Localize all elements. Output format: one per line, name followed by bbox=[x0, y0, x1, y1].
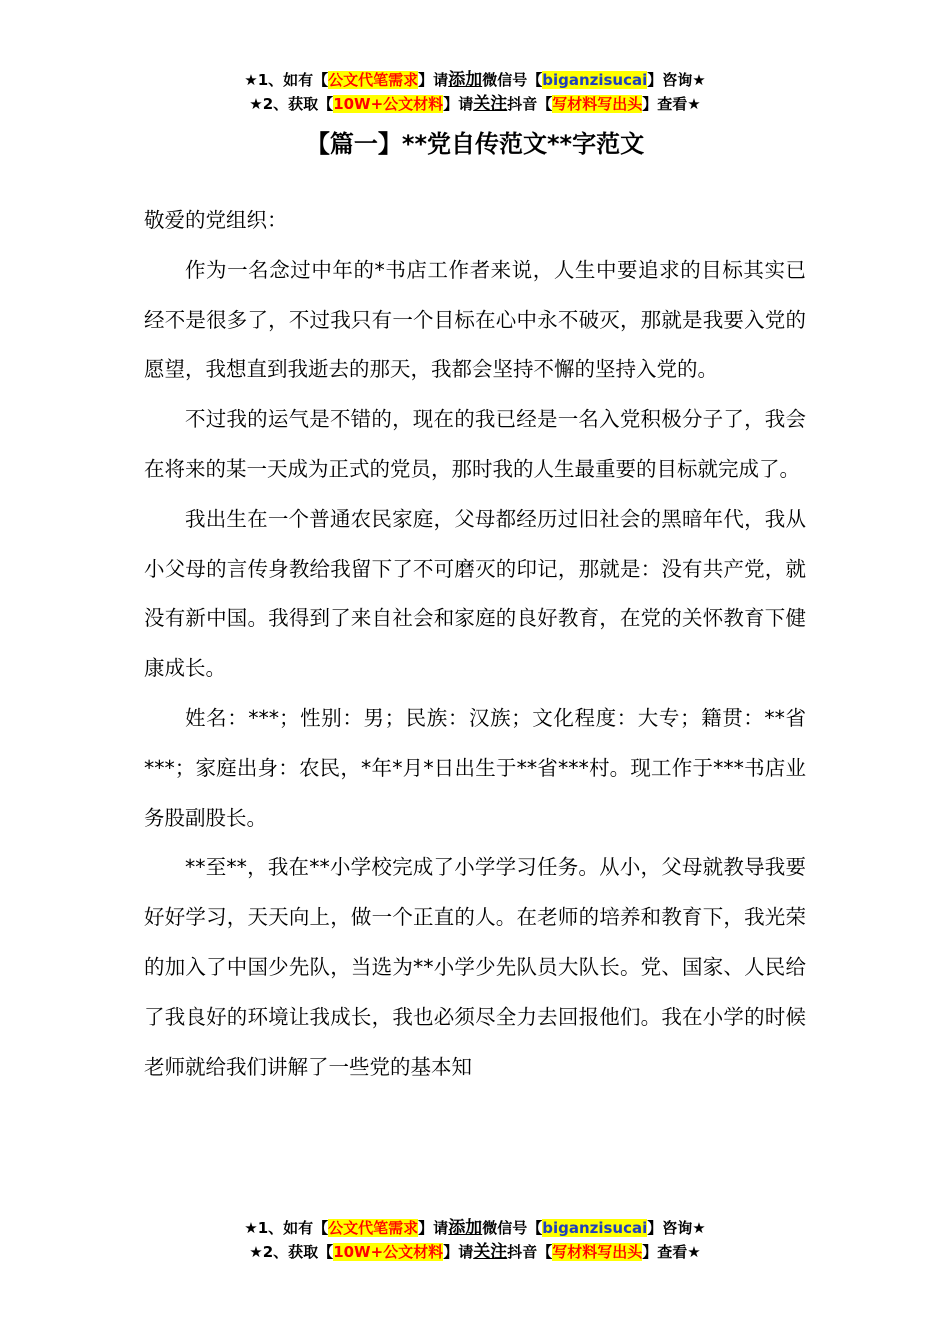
banner-text: ★1、如有【 bbox=[244, 71, 329, 89]
banner-text: 】咨询★ bbox=[647, 1219, 706, 1237]
banner-line-2 bbox=[0, 1240, 950, 1264]
douyin-account: 写材料写出头 bbox=[552, 95, 643, 113]
banner-text: 抖音【 bbox=[507, 1243, 553, 1261]
highlight-service: 公文代笔需求 bbox=[328, 1219, 419, 1237]
document-body bbox=[144, 196, 806, 1092]
banner-line-1 bbox=[0, 68, 950, 92]
banner-text: 微信号【 bbox=[482, 1219, 543, 1237]
paragraph: 不过我的运气是不错的，现在的我已经是一名入党积极分子了，我会在将来的某一天成为正式的党员，那时我的人生最重要的目标就完成了。 bbox=[144, 407, 806, 481]
banner-line-2 bbox=[0, 92, 950, 116]
banner-text: 微信号【 bbox=[482, 71, 543, 89]
banner-text: 】咨询★ bbox=[647, 71, 706, 89]
banner-text: 】查看★ bbox=[642, 95, 701, 113]
banner-emphasis: 添加 bbox=[448, 70, 483, 90]
banner-text: ★1、如有【 bbox=[244, 1219, 329, 1237]
banner-emphasis: 添加 bbox=[448, 1218, 483, 1238]
banner-text: 抖音【 bbox=[507, 95, 553, 113]
paragraph: 我出生在一个普通农民家庭，父母都经历过旧社会的黑暗年代，我从小父母的言传身教给我留下了不可磨灭的印记，那就是：没有共产党，就没有新中国。我得到了来自社会和家庭的良好教育，在党的关怀教育下健康成长。 bbox=[144, 506, 806, 681]
banner-line-1 bbox=[0, 1216, 950, 1240]
paragraph: 姓名：***；性别：男；民族：汉族；文化程度：大专；籍贯：**省***；家庭出身：农民，*年*月*日出生于**省***村。现工作于***书店业务股副股长。 bbox=[144, 705, 806, 830]
highlight-materials: 10W+公文材料 bbox=[333, 1243, 444, 1261]
banner-text: ★2、获取【 bbox=[249, 95, 334, 113]
paragraph: 作为一名念过中年的*书店工作者来说，人生中要追求的目标其实已经不是很多了，不过我只有一个目标在心中永不破灭，那就是我要入党的愿望，我想直到我逝去的那天，我都会坚持不懈的坚持入党的。 bbox=[144, 257, 806, 382]
bottom-banner bbox=[0, 1216, 950, 1264]
banner-text: 】查看★ bbox=[642, 1243, 701, 1261]
wechat-id: biganzisucai bbox=[542, 71, 648, 89]
banner-text: ★2、获取【 bbox=[249, 1243, 334, 1261]
banner-text: 】请 bbox=[443, 95, 474, 113]
banner-emphasis: 关注 bbox=[473, 1242, 508, 1262]
highlight-materials: 10W+公文材料 bbox=[333, 95, 444, 113]
highlight-service: 公文代笔需求 bbox=[328, 71, 419, 89]
paragraph: **至**，我在**小学校完成了小学学习任务。从小，父母就教导我要好好学习，天天向上，做一个正直的人。在老师的培养和教育下，我光荣的加入了中国少先队，当选为**小学少先队员大队长。党、国家、人民给了我良好的环境让我成长，我也必须尽全力去回报他们。我在小学的时候老师就给我们讲解了一些党的基本知 bbox=[144, 855, 806, 1079]
banner-text: 】请 bbox=[418, 71, 449, 89]
banner-text: 】请 bbox=[418, 1219, 449, 1237]
wechat-id: biganzisucai bbox=[542, 1219, 648, 1237]
top-banner bbox=[0, 68, 950, 116]
banner-emphasis: 关注 bbox=[473, 94, 508, 114]
document-title: 【篇一】**党自传范文**字范文 bbox=[305, 130, 645, 158]
douyin-account: 写材料写出头 bbox=[552, 1243, 643, 1261]
salutation: 敬爱的党组织： bbox=[144, 208, 288, 232]
banner-text: 】请 bbox=[443, 1243, 474, 1261]
